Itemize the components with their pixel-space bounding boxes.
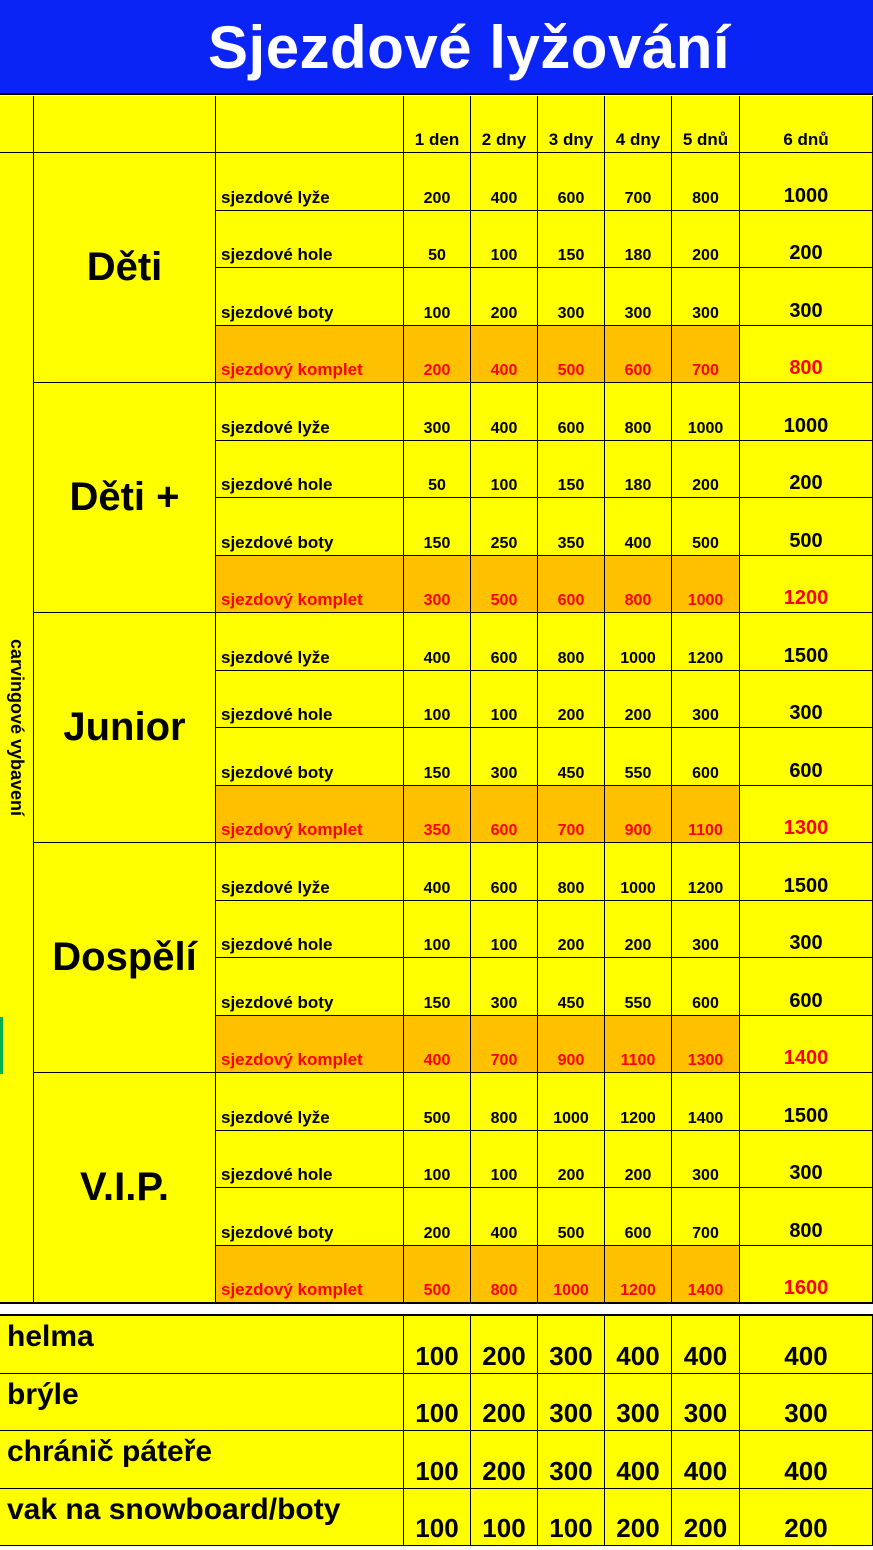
price-cell: 1100 [605, 1016, 672, 1074]
title-bar [0, 0, 873, 95]
price-cell: 600 [605, 326, 672, 384]
price-cell: 400 [471, 383, 538, 441]
accessory-label: brýle [0, 1374, 404, 1432]
price-cell: 600 [538, 383, 605, 441]
header-day-3: 3 dny [538, 96, 605, 153]
side-label-cell [0, 153, 34, 1303]
price-cell: 200 [471, 268, 538, 326]
item-label: sjezdové lyže [216, 843, 404, 901]
price-cell: 800 [672, 153, 740, 211]
price-cell: 500 [538, 1188, 605, 1246]
item-label: sjezdové lyže [216, 153, 404, 211]
price-cell: 150 [404, 498, 471, 556]
price-cell: 400 [404, 1016, 471, 1074]
price-cell: 600 [672, 728, 740, 786]
accessory-price: 400 [605, 1316, 672, 1374]
price-cell: 600 [538, 556, 605, 614]
price-cell: 100 [404, 268, 471, 326]
item-label: sjezdové boty [216, 958, 404, 1016]
item-label: sjezdové lyže [216, 1073, 404, 1131]
price-cell: 1000 [672, 383, 740, 441]
price-cell: 400 [404, 843, 471, 901]
price-cell: 300 [538, 268, 605, 326]
price-cell: 100 [404, 1131, 471, 1189]
accessory-price: 200 [471, 1431, 538, 1489]
item-label: sjezdový komplet [216, 556, 404, 614]
accessory-price: 100 [538, 1489, 605, 1547]
accessory-price: 400 [605, 1431, 672, 1489]
price-cell: 400 [404, 613, 471, 671]
accessory-price: 300 [605, 1374, 672, 1432]
price-cell: 1200 [605, 1073, 672, 1131]
price-cell: 180 [605, 211, 672, 269]
accessory-price: 100 [404, 1489, 471, 1547]
price-cell: 1400 [672, 1246, 740, 1304]
accessory-label: helma [0, 1316, 404, 1374]
price-cell: 1200 [672, 613, 740, 671]
header-blank-item [216, 96, 404, 153]
price-cell: 180 [605, 441, 672, 499]
price-cell: 150 [538, 211, 605, 269]
price-cell: 200 [404, 1188, 471, 1246]
group-name: Děti [34, 153, 216, 383]
price-cell: 250 [471, 498, 538, 556]
price-cell: 800 [605, 383, 672, 441]
accessory-price: 300 [538, 1374, 605, 1432]
price-cell: 300 [404, 383, 471, 441]
price-cell: 300 [471, 728, 538, 786]
price-cell: 800 [538, 613, 605, 671]
price-cell: 800 [471, 1246, 538, 1304]
header-blank-group [34, 96, 216, 153]
accessory-price: 400 [672, 1316, 740, 1374]
price-cell: 50 [404, 211, 471, 269]
price-cell: 1000 [740, 383, 873, 441]
price-cell: 350 [538, 498, 605, 556]
price-cell: 150 [538, 441, 605, 499]
item-label: sjezdové boty [216, 498, 404, 556]
price-cell: 1400 [672, 1073, 740, 1131]
header-day-5: 5 dnů [672, 96, 740, 153]
price-cell: 100 [404, 671, 471, 729]
price-cell: 600 [672, 958, 740, 1016]
price-cell: 200 [672, 211, 740, 269]
header-day-4: 4 dny [605, 96, 672, 153]
price-cell: 1000 [605, 613, 672, 671]
accessory-price: 200 [672, 1489, 740, 1547]
accessory-price: 300 [538, 1316, 605, 1374]
price-cell: 300 [740, 901, 873, 959]
price-cell: 200 [538, 1131, 605, 1189]
price-cell: 500 [404, 1073, 471, 1131]
group-name: Junior [34, 613, 216, 843]
price-cell: 350 [404, 786, 471, 844]
price-cell: 800 [538, 843, 605, 901]
price-cell: 600 [471, 613, 538, 671]
accessory-price: 200 [605, 1489, 672, 1547]
accessory-price: 200 [740, 1489, 873, 1547]
edge-mark [0, 1017, 3, 1074]
price-cell: 200 [605, 901, 672, 959]
price-cell: 1000 [605, 843, 672, 901]
price-cell: 1200 [605, 1246, 672, 1304]
accessory-price: 200 [471, 1316, 538, 1374]
price-cell: 1500 [740, 613, 873, 671]
accessory-price: 400 [672, 1431, 740, 1489]
item-label: sjezdové boty [216, 728, 404, 786]
price-cell: 1200 [672, 843, 740, 901]
price-cell: 150 [404, 728, 471, 786]
accessory-price: 300 [672, 1374, 740, 1432]
price-cell: 150 [404, 958, 471, 1016]
accessory-price: 200 [471, 1374, 538, 1432]
accessory-price: 300 [740, 1374, 873, 1432]
item-label: sjezdové hole [216, 441, 404, 499]
price-cell: 1000 [672, 556, 740, 614]
item-label: sjezdový komplet [216, 326, 404, 384]
section-gap [0, 1303, 873, 1316]
price-cell: 1500 [740, 843, 873, 901]
item-label: sjezdové lyže [216, 383, 404, 441]
price-cell: 600 [605, 1188, 672, 1246]
group-name: V.I.P. [34, 1073, 216, 1303]
price-cell: 550 [605, 958, 672, 1016]
price-cell: 200 [404, 153, 471, 211]
price-cell: 450 [538, 958, 605, 1016]
price-cell: 700 [672, 1188, 740, 1246]
price-cell: 200 [740, 211, 873, 269]
price-cell: 600 [538, 153, 605, 211]
price-cell: 400 [471, 153, 538, 211]
price-cell: 300 [740, 1131, 873, 1189]
item-label: sjezdové hole [216, 1131, 404, 1189]
price-cell: 1300 [740, 786, 873, 844]
price-cell: 500 [538, 326, 605, 384]
price-cell: 1300 [672, 1016, 740, 1074]
price-cell: 800 [471, 1073, 538, 1131]
price-cell: 700 [538, 786, 605, 844]
item-label: sjezdové hole [216, 671, 404, 729]
item-label: sjezdový komplet [216, 1016, 404, 1074]
price-cell: 800 [605, 556, 672, 614]
price-cell: 300 [605, 268, 672, 326]
price-cell: 100 [471, 901, 538, 959]
price-cell: 400 [605, 498, 672, 556]
price-cell: 300 [404, 556, 471, 614]
price-cell: 1000 [538, 1246, 605, 1304]
price-cell: 1500 [740, 1073, 873, 1131]
price-cell: 200 [605, 1131, 672, 1189]
price-cell: 300 [672, 901, 740, 959]
group-name: Děti + [34, 383, 216, 613]
price-cell: 200 [538, 671, 605, 729]
price-cell: 500 [404, 1246, 471, 1304]
header-day-1: 1 den [404, 96, 471, 153]
price-cell: 300 [740, 671, 873, 729]
accessory-price: 100 [404, 1316, 471, 1374]
group-name: Dospělí [34, 843, 216, 1073]
price-cell: 300 [672, 268, 740, 326]
accessory-label: vak na snowboard/boty [0, 1489, 404, 1547]
accessory-price: 400 [740, 1431, 873, 1489]
price-cell: 1100 [672, 786, 740, 844]
accessory-label: chránič páteře [0, 1431, 404, 1489]
price-cell: 400 [471, 326, 538, 384]
price-cell: 600 [740, 728, 873, 786]
item-label: sjezdový komplet [216, 786, 404, 844]
price-cell: 600 [471, 843, 538, 901]
price-cell: 700 [605, 153, 672, 211]
price-cell: 200 [740, 441, 873, 499]
price-cell: 100 [471, 441, 538, 499]
price-cell: 800 [740, 1188, 873, 1246]
page-title: Sjezdové lyžování [208, 14, 731, 81]
price-cell: 700 [672, 326, 740, 384]
price-cell: 500 [672, 498, 740, 556]
header-day-6: 6 dnů [740, 96, 873, 153]
price-cell: 200 [672, 441, 740, 499]
price-cell: 1400 [740, 1016, 873, 1074]
side-label: carvingové vybavení [7, 638, 27, 817]
price-cell: 500 [740, 498, 873, 556]
price-cell: 900 [605, 786, 672, 844]
price-cell: 1000 [740, 153, 873, 211]
accessory-price: 100 [471, 1489, 538, 1547]
item-label: sjezdové hole [216, 211, 404, 269]
price-cell: 600 [471, 786, 538, 844]
price-cell: 500 [471, 556, 538, 614]
price-cell: 600 [740, 958, 873, 1016]
price-cell: 700 [471, 1016, 538, 1074]
price-cell: 400 [471, 1188, 538, 1246]
item-label: sjezdové boty [216, 1188, 404, 1246]
price-cell: 550 [605, 728, 672, 786]
price-cell: 200 [404, 326, 471, 384]
item-label: sjezdové hole [216, 901, 404, 959]
price-cell: 1200 [740, 556, 873, 614]
price-cell: 900 [538, 1016, 605, 1074]
accessory-price: 100 [404, 1431, 471, 1489]
accessory-price: 400 [740, 1316, 873, 1374]
price-cell: 800 [740, 326, 873, 384]
price-cell: 50 [404, 441, 471, 499]
price-cell: 200 [538, 901, 605, 959]
price-cell: 100 [471, 671, 538, 729]
price-cell: 100 [404, 901, 471, 959]
item-label: sjezdové boty [216, 268, 404, 326]
price-cell: 1000 [538, 1073, 605, 1131]
price-cell: 200 [605, 671, 672, 729]
price-cell: 1600 [740, 1246, 873, 1304]
header-blank-side [0, 96, 34, 153]
item-label: sjezdový komplet [216, 1246, 404, 1304]
price-cell: 300 [672, 1131, 740, 1189]
price-cell: 450 [538, 728, 605, 786]
price-cell: 100 [471, 211, 538, 269]
price-cell: 300 [471, 958, 538, 1016]
price-cell: 300 [740, 268, 873, 326]
price-cell: 100 [471, 1131, 538, 1189]
accessory-price: 300 [538, 1431, 605, 1489]
accessory-price: 100 [404, 1374, 471, 1432]
price-cell: 300 [672, 671, 740, 729]
header-day-2: 2 dny [471, 96, 538, 153]
item-label: sjezdové lyže [216, 613, 404, 671]
